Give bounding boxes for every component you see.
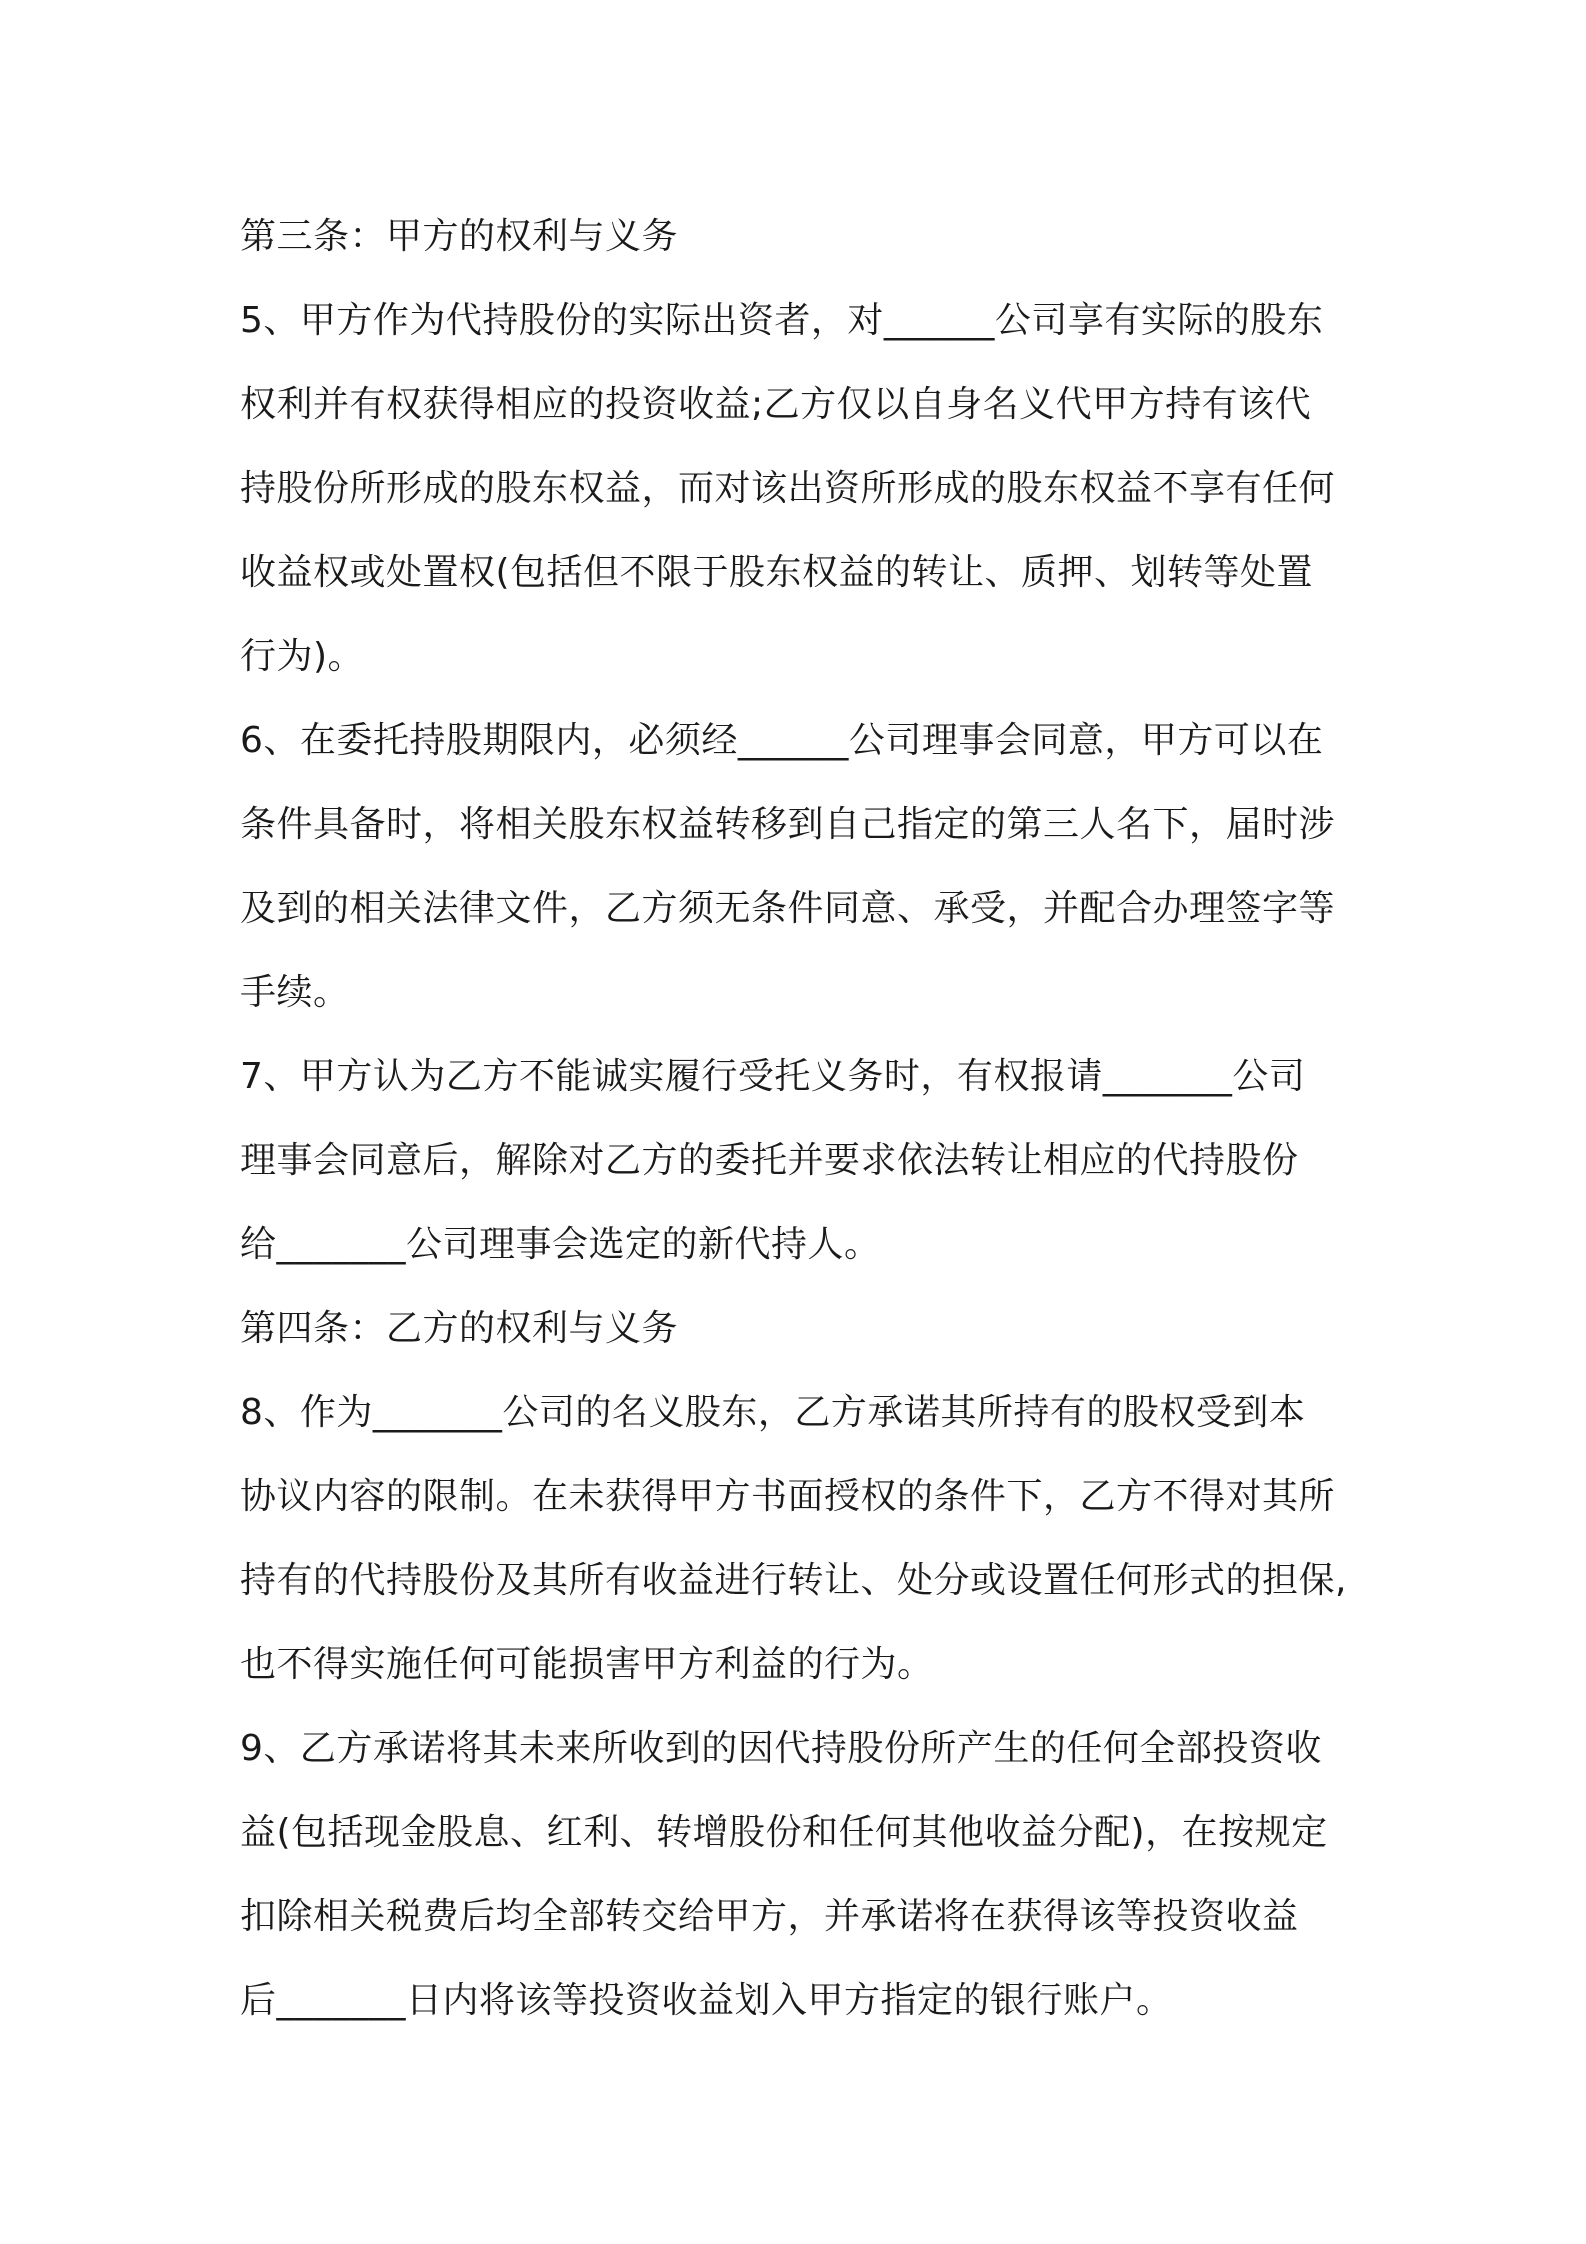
clause-9-line-2: 益(包括现金股息、红利、转增股份和任何其他收益分配)，在按规定	[240, 1812, 1328, 1853]
clause-7-line-3: 给_______公司理事会选定的新代持人。	[240, 1224, 881, 1265]
document-body	[240, 195, 1365, 2043]
clause-5-line-2: 权利并有权获得相应的投资收益;乙方仅以自身名义代甲方持有该代	[240, 384, 1312, 425]
clause-6-line-2: 条件具备时，将相关股东权益转移到自己指定的第三人名下，届时涉	[240, 804, 1336, 845]
clause-8-line-1: 8、作为_______公司的名义股东，乙方承诺其所持有的股权受到本	[240, 1392, 1306, 1433]
clause-7-line-1: 7、甲方认为乙方不能诚实履行受托义务时，有权报请_______公司	[240, 1056, 1306, 1097]
section-heading-3: 第三条：甲方的权利与义务	[240, 216, 679, 257]
clause-9-line-3: 扣除相关税费后均全部转交给甲方，并承诺将在获得该等投资收益	[240, 1896, 1299, 1937]
clause-6-line-4: 手续。	[240, 972, 350, 1013]
clause-5-line-3: 持股份所形成的股东权益，而对该出资所形成的股东权益不享有任何	[240, 468, 1336, 509]
clause-6-line-3: 及到的相关法律文件，乙方须无条件同意、承受，并配合办理签字等	[240, 888, 1336, 929]
clause-5-line-4: 收益权或处置权(包括但不限于股东权益的转让、质押、划转等处置	[240, 552, 1314, 593]
clause-5-line-1: 5、甲方作为代持股份的实际出资者，对______公司享有实际的股东	[240, 300, 1324, 341]
clause-7-line-2: 理事会同意后，解除对乙方的委托并要求依法转让相应的代持股份	[240, 1140, 1299, 1181]
clause-8-line-2: 协议内容的限制。在未获得甲方书面授权的条件下，乙方不得对其所	[240, 1476, 1336, 1517]
clause-6-line-1: 6、在委托持股期限内，必须经______公司理事会同意，甲方可以在	[240, 720, 1324, 761]
section-heading-4: 第四条：乙方的权利与义务	[240, 1308, 679, 1349]
clause-8-line-3: 持有的代持股份及其所有收益进行转让、处分或设置任何形式的担保,	[240, 1560, 1347, 1601]
clause-8-line-4: 也不得实施任何可能损害甲方利益的行为。	[240, 1644, 934, 1685]
clause-9-line-4: 后_______日内将该等投资收益划入甲方指定的银行账户。	[240, 1980, 1173, 2021]
clause-9-line-1: 9、乙方承诺将其未来所收到的因代持股份所产生的任何全部投资收	[240, 1728, 1322, 1769]
clause-5-line-5: 行为)。	[240, 636, 365, 677]
